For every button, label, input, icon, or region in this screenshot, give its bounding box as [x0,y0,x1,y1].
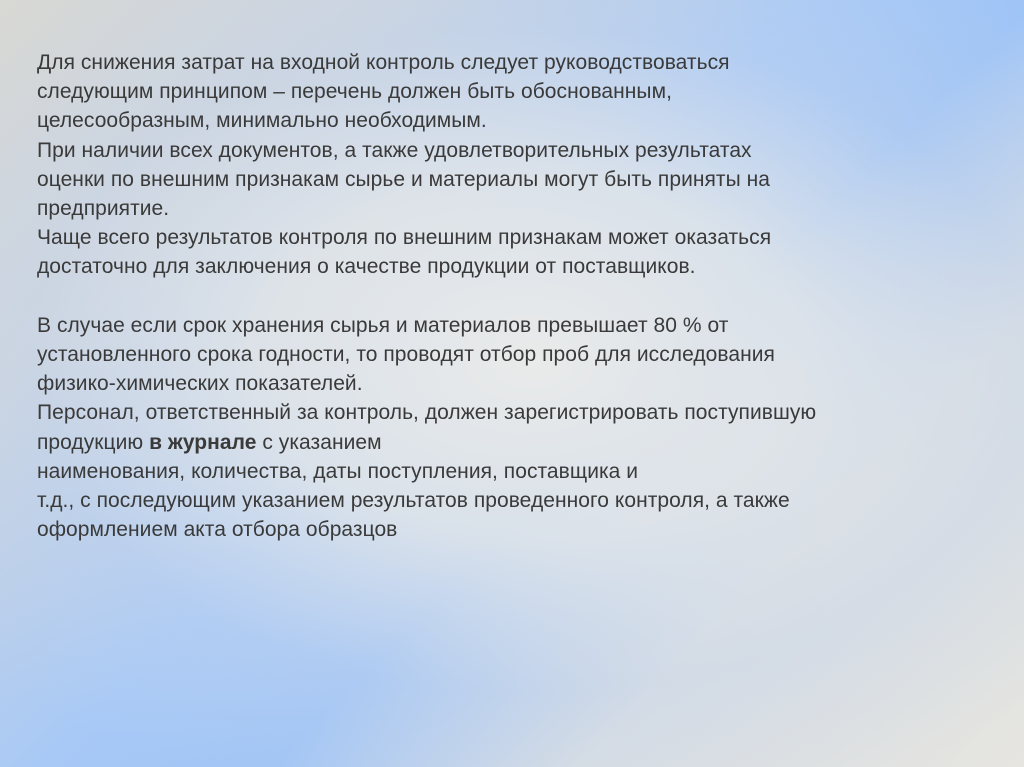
text-line: оценки по внешним признакам сырье и материалы могут быть приняты на [37,167,770,191]
text-line: наименования, количества, даты поступления, поставщика и [37,459,639,483]
journal-emphasis: в журнале [149,430,257,454]
text-line: физико-химических показателей. [37,372,363,396]
text-fragment: с указанием [256,430,382,454]
text-line: При наличии всех документов, а также удовлетворительных результатах [37,138,752,162]
text-line: достаточно для заключения о качестве продукции от поставщиков. [37,255,696,279]
text-line: оформлением акта отбора образцов [37,518,398,542]
text-line: В случае если срок хранения сырья и материалов превышает 80 % от [37,313,729,337]
text-line: Чаще всего результатов контроля по внешним признакам может оказаться [37,226,772,250]
text-line: установленного срока годности, то проводят отбор проб для исследования [37,343,775,367]
text-line: т.д., с последующим указанием результатов проведенного контроля, а также [37,489,790,513]
text-line: предприятие. [37,197,170,221]
text-line: Для снижения затрат на входной контроль следует руководствоваться [37,51,730,74]
slide-text-block [37,48,997,544]
text-fragment: продукцию [37,430,150,454]
text-line: целесообразным, минимально необходимым. [37,109,487,133]
text-line: Персонал, ответственный за контроль, должен зарегистрировать поступившую [37,401,817,425]
text-line: следующим принципом – перечень должен быть обоснованным, [37,80,672,104]
paragraph-spacer [37,282,997,311]
text-line-with-emphasis [37,428,997,457]
